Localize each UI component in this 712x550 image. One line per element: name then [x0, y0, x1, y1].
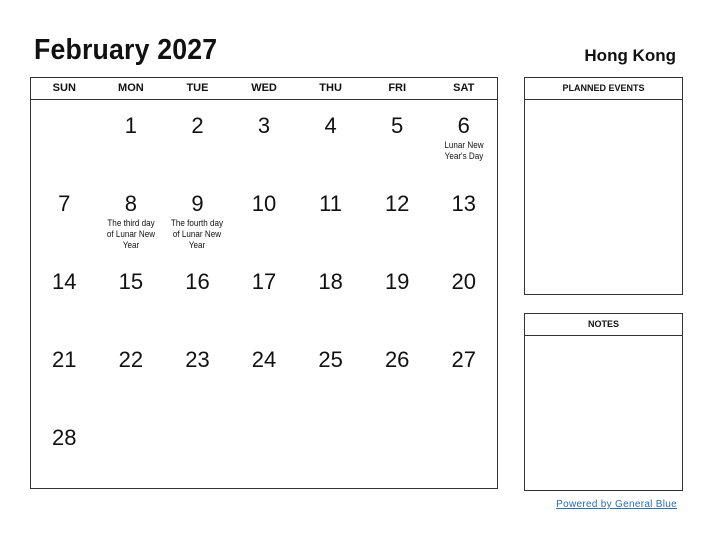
day-cell — [164, 99, 231, 177]
day-cell — [98, 333, 165, 411]
day-number — [31, 99, 98, 114]
day-cell — [231, 177, 298, 255]
day-number: 7 — [58, 191, 71, 216]
day-cell — [31, 177, 98, 255]
day-cell — [430, 411, 497, 489]
week-row — [31, 99, 497, 177]
day-number: 23 — [185, 347, 210, 372]
weekday-label: MON — [118, 82, 144, 94]
day-number: 21 — [52, 347, 77, 372]
weekday-label: THU — [319, 82, 342, 94]
day-cell — [297, 99, 364, 177]
day-number: 19 — [384, 269, 410, 294]
day-cell — [364, 99, 431, 177]
day-number — [364, 411, 431, 426]
day-cell — [430, 255, 497, 333]
day-number: 17 — [251, 269, 277, 294]
weekday-label: SUN — [52, 82, 76, 94]
day-number: 24 — [251, 347, 277, 372]
notes-heading: NOTES — [525, 314, 682, 336]
holiday-label: The fourth day of Lunar New Year — [171, 218, 224, 250]
week-row — [31, 177, 497, 255]
week-row — [31, 255, 497, 333]
holiday-label: Lunar New Year's Day — [444, 140, 484, 161]
day-number — [164, 411, 231, 426]
day-number: 9 — [191, 191, 204, 216]
day-cell — [364, 177, 431, 255]
day-cell — [231, 255, 298, 333]
day-number — [98, 411, 165, 426]
day-number: 6 — [457, 113, 470, 138]
day-number: 13 — [451, 191, 476, 216]
day-number: 15 — [118, 269, 144, 294]
day-cell — [231, 333, 298, 411]
planned-events-heading: PLANNED EVENTS — [525, 78, 682, 100]
day-number: 12 — [384, 191, 410, 216]
weekday-label: SAT — [453, 82, 475, 94]
day-cell — [31, 333, 98, 411]
day-cell — [98, 177, 165, 255]
day-number: 10 — [251, 191, 277, 216]
day-number: 25 — [318, 347, 343, 372]
day-cell — [297, 255, 364, 333]
day-cell — [98, 255, 165, 333]
day-number: 5 — [391, 113, 404, 138]
holiday-label: The third day of Lunar New Year — [106, 218, 155, 250]
day-number: 26 — [384, 347, 410, 372]
day-cell — [297, 333, 364, 411]
day-cell — [430, 177, 497, 255]
day-cell — [430, 99, 497, 177]
day-cell — [430, 333, 497, 411]
day-number: 3 — [257, 113, 271, 138]
day-cell — [164, 333, 231, 411]
day-number: 18 — [318, 269, 343, 294]
weekday-header — [31, 78, 497, 100]
day-number: 11 — [319, 191, 343, 216]
week-row — [31, 411, 497, 489]
day-cell — [98, 99, 165, 177]
day-cell — [231, 99, 298, 177]
notes-panel — [524, 313, 683, 491]
day-number — [430, 411, 497, 426]
day-cell — [364, 333, 431, 411]
day-number: 28 — [52, 425, 77, 450]
day-number: 27 — [451, 347, 476, 372]
day-cell — [231, 411, 298, 489]
calendar-grid — [30, 77, 498, 489]
day-number: 8 — [124, 191, 137, 216]
day-number: 20 — [451, 269, 476, 294]
day-cell — [98, 411, 165, 489]
day-cell — [364, 255, 431, 333]
page-title: February 2027 — [34, 34, 218, 66]
day-number: 2 — [191, 113, 204, 138]
day-number: 1 — [124, 113, 137, 138]
day-cell — [31, 255, 98, 333]
powered-by-link[interactable]: Powered by General Blue — [556, 499, 677, 510]
weekday-label: TUE — [186, 82, 209, 94]
day-number: 14 — [52, 269, 77, 294]
day-cell — [364, 411, 431, 489]
week-row — [31, 333, 497, 411]
day-cell — [31, 411, 98, 489]
day-cell — [164, 411, 231, 489]
calendar-body — [31, 99, 497, 489]
day-number: 22 — [118, 347, 144, 372]
day-number: 16 — [185, 269, 210, 294]
day-number — [297, 411, 364, 426]
weekday-label: FRI — [388, 82, 407, 94]
day-number — [231, 411, 298, 426]
day-cell — [297, 411, 364, 489]
weekday-label: WED — [251, 82, 277, 94]
day-number: 4 — [324, 113, 337, 138]
day-cell — [164, 177, 231, 255]
day-cell — [164, 255, 231, 333]
region-label: Hong Kong — [584, 46, 676, 65]
day-cell — [297, 177, 364, 255]
day-cell — [31, 99, 98, 177]
planned-events-panel — [524, 77, 683, 295]
